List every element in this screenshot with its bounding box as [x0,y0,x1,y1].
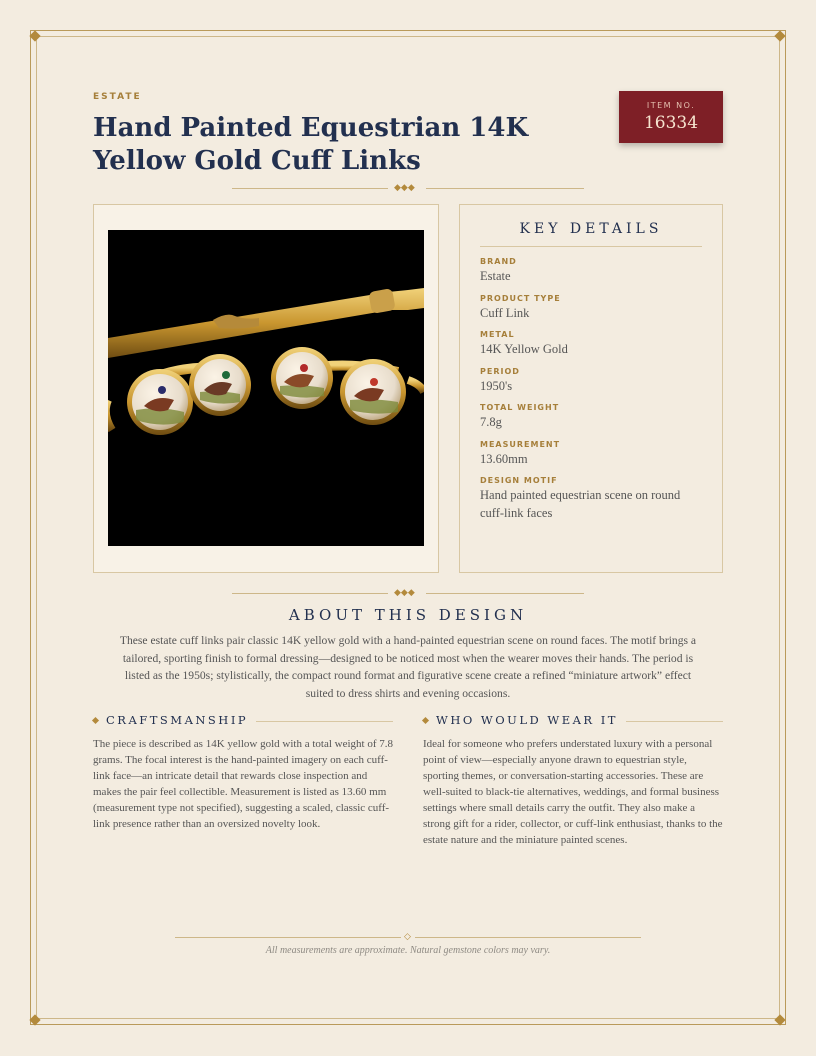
spec-metal [480,330,710,358]
spec-value: Cuff Link [480,306,530,320]
cufflinks-illustration [108,230,424,546]
craftsmanship-heading: CRAFTSMANSHIP [106,713,249,727]
about-heading: ABOUT THIS DESIGN [288,606,528,624]
footer-note: All measurements are approximate. Natural gemstone colors may vary. [265,945,551,956]
footer-divider-right [415,937,641,938]
spec-value: Hand painted equestrian scene on round cuff-link faces [480,488,681,520]
spec-label: TOTAL WEIGHT [480,403,560,412]
item-number-value: 16334 [643,113,699,133]
spec-measurement [480,440,710,468]
spec-label: DESIGN MOTIF [480,476,558,485]
spec-brand [480,257,710,285]
spec-total-weight [480,403,710,431]
spec-value: 14K Yellow Gold [480,342,568,356]
craftsmanship-rule [256,721,393,722]
item-number-label: ITEM NO. [646,101,696,110]
brand-eyebrow: ESTATE [93,92,142,102]
product-title: Hand Painted Equestrian 14K Yellow Gold Cuff Links [93,113,529,176]
spec-label: BRAND [480,257,517,266]
craftsmanship-text: The piece is described as 14K yellow gold with a total weight of 7.8 grams. The focal interest is the hand-painted imagery on each cuff-link face—an intricate detail that rewards close inspection and makes the pair feel collectible. Measurement is listed as 13.60 mm (measurement type not specified), suggesting a scaled, classic cuff-link presence rather than an oversized novelty look. [93,738,393,830]
key-details-heading: KEY DETAILS [519,221,663,237]
key-details-panel [459,204,723,573]
who-wears-rule [626,721,723,722]
spec-value: 13.60mm [480,452,528,466]
about-divider-left [232,593,388,594]
divider-ornament-icon: ◆◆◆ [394,183,415,193]
divider-ornament-icon: ◆◆◆ [394,588,415,598]
spec-product-type [480,294,710,322]
title-divider-right [426,188,584,189]
spec-period [480,367,710,395]
title-divider-left [232,188,388,189]
spec-label: MEASUREMENT [480,440,561,449]
key-details-rule [480,246,702,247]
spec-label: PERIOD [480,367,520,376]
spec-label: METAL [480,330,515,339]
about-divider-right [426,593,584,594]
about-text: These estate cuff links pair classic 14K yellow gold with a hand-painted equestrian scene on round faces. The motif brings a tailored, sporting finish to formal dressing—designed to be noticed most when the wearer moves their hands. The period is listed as the 1950s; stylistically, the compact round format and figurative scene create a refined “miniature artwork” effect suited to dress shirts and evening occasions. [119,634,697,700]
spec-value: 1950's [480,379,513,393]
who-wears-text: Ideal for someone who prefers understated luxury with a personal point of view—especially anyone drawn to equestrian style, sporting themes, or conversation-starting accessories. These are well-suited to black-tie alternatives, weddings, and formal business settings where small details carry the outfit. They also make a strong gift for a rider, collector, or cuff-link enthusiast, thanks to the estate nature and the miniature painted scenes. [423,738,723,846]
product-photo [108,230,424,546]
spec-value: Estate [480,269,511,283]
spec-label: PRODUCT TYPE [480,294,561,303]
footer-ornament-icon: ◇ [404,932,411,942]
spec-design-motif [480,476,710,522]
who-wears-heading: WHO WOULD WEAR IT [436,713,618,727]
spec-value: 7.8g [480,415,502,429]
item-number-badge [619,91,723,143]
footer-divider-left [175,937,401,938]
